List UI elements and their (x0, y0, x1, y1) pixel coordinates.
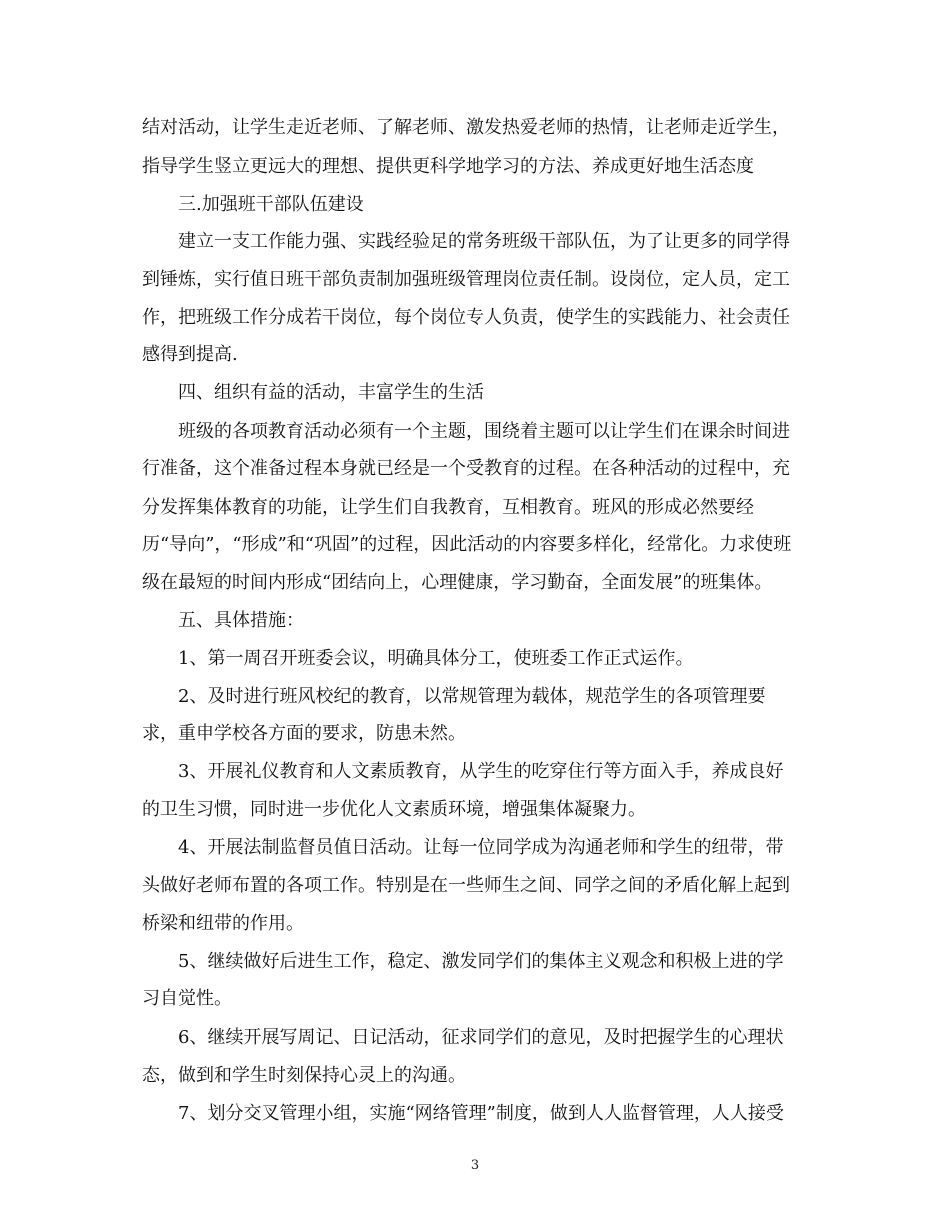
section-heading-text: 五、具体措施： (178, 610, 304, 631)
text-line-content: 习自觉性。 (142, 988, 232, 1009)
text-line-content: 指导学生竖立更远大的理想、提供更科学地学习的方法、养成更好地生活态度 (142, 156, 754, 177)
text-line-content: 作，把班级工作分成若干岗位，每个岗位专人负责，使学生的实践能力、社会责任 (142, 307, 790, 328)
section-heading-text: 四、组织有益的活动，丰富学生的生活 (178, 382, 484, 403)
text-line-content: 历“导向”，“形成”和“巩固”的过程，因此活动的内容要多样化，经常化。力求使班 (142, 534, 792, 555)
text-line-content: 感得到提高. (142, 344, 238, 365)
list-item-text: 2、及时进行班风校纪的教育，以常规管理为载体，规范学生的各项管理要 (178, 686, 766, 707)
list-item-text: 3、开展礼仪教育和人文素质教育，从学生的吃穿住行等方面入手，养成良好 (178, 761, 784, 782)
text-line-content: 分发挥集体教育的功能，让学生们自我教育，互相教育。班风的形成必然要经 (142, 497, 754, 518)
section-heading-text: 三.加强班干部队伍建设 (178, 194, 364, 215)
text-line-content: 建立一支工作能力强、实践经验足的常务班级干部队伍，为了让更多的同学得 (178, 231, 790, 252)
list-item-text: 4、开展法制监督员值日活动。让每一位同学成为沟通老师和学生的纽带，带 (178, 837, 784, 858)
text-line-content: 到锤炼，实行值日班干部负责制加强班级管理岗位责任制。设岗位，定人员，定工 (142, 269, 790, 290)
text-line-content: 级在最短的时间内形成“团结向上，心理健康，学习勤奋，全面发展”的班集体。 (142, 572, 773, 593)
list-item-text: 5、继续做好后进生工作，稳定、激发同学们的集体主义观念和积极上进的学 (178, 951, 784, 972)
text-line-content: 的卫生习惯，同时进一步优化人文素质环境，增强集体凝聚力。 (142, 799, 646, 820)
text-line-content: 行准备，这个准备过程本身就已经是一个受教育的过程。在各种活动的过程中，充 (142, 458, 790, 479)
list-item-text: 1、第一周召开班委会议，明确具体分工，使班委工作正式运作。 (178, 648, 694, 669)
text-line-content: 桥梁和纽带的作用。 (142, 913, 304, 934)
text-line-content: 班级的各项教育活动必须有一个主题，围绕着主题可以让学生们在课余时间进 (178, 421, 790, 442)
page-number: 3 (470, 1158, 480, 1173)
text-line-content: 头做好老师布置的各项工作。特别是在一些师生之间、同学之间的矛盾化解上起到 (142, 875, 790, 896)
text-line-content: 结对活动，让学生走近老师、了解老师、激发热爱老师的热情，让老师走近学生， (142, 117, 790, 138)
text-line-content: 态，做到和学生时刻保持心灵上的沟通。 (142, 1065, 466, 1086)
text-line-content: 求，重申学校各方面的要求，防患未然。 (142, 723, 466, 744)
list-item-text: 7、划分交叉管理小组，实施“网络管理”制度，做到人人监督管理，人人接受 (178, 1103, 784, 1124)
list-item-text: 6、继续开展写周记、日记活动，征求同学们的意见，及时把握学生的心理状 (178, 1027, 784, 1048)
